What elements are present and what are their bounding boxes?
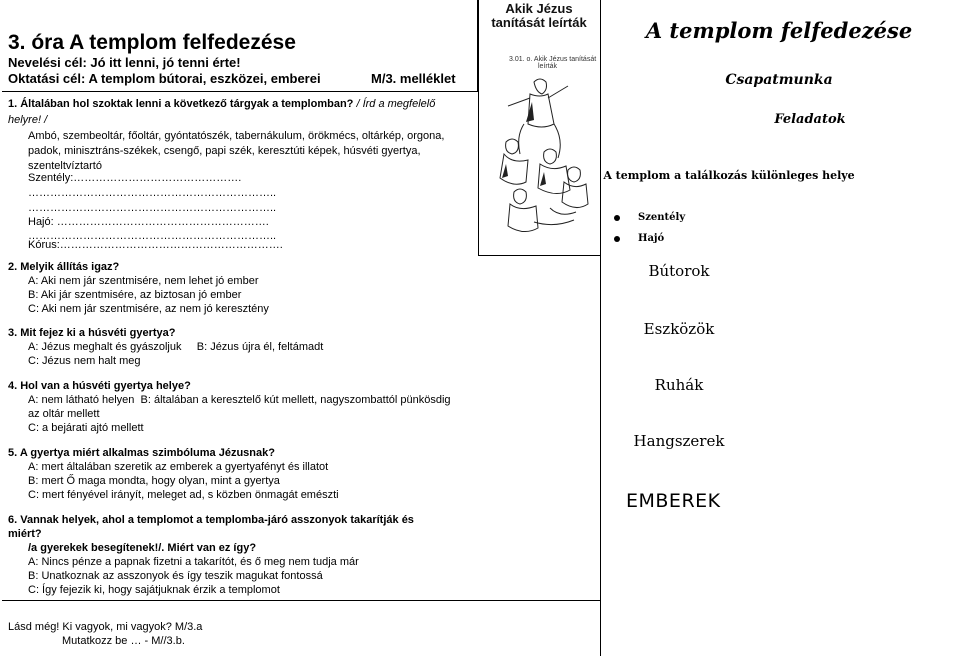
question-1-heading: 1. Általában hol szoktak lenni a következő tárgyak a templomban? / Írd a megfelelő: [8, 98, 436, 110]
question-6-heading-cont: miért?: [8, 528, 42, 540]
fill-line: …………………………………………………………..: [28, 187, 277, 199]
question-2-option-c: C: Aki nem jár szentmisére, az nem jó keresztény: [28, 303, 269, 315]
category-instruments: Hangszerek: [633, 432, 725, 450]
bullet-item-nave: Hajó: [614, 233, 664, 244]
question-2-heading: 2. Melyik állítás igaz?: [8, 261, 120, 273]
question-4-options-ab: A: nem látható helyen B: általában a keresztelő kút mellett, nagyszombattól pünkösdig: [28, 394, 451, 406]
question-5-option-a: A: mert általában szeretik az emberek a gyertyafényt és illatot: [28, 461, 329, 473]
see-also-note: Lásd még! Ki vagyok, mi vagyok? M/3.a: [8, 621, 203, 633]
tasks-label: Feladatok: [774, 112, 846, 127]
category-people: EMBEREK: [626, 490, 721, 512]
teaching-goal: Oktatási cél: A templom bútorai, eszközei, emberei: [8, 71, 321, 86]
question-6-option-b: B: Unatkoznak az asszonyok és így teszik magukat fontossá: [28, 570, 323, 582]
question-2-option-a: A: Aki nem jár szentmisére, nem lehet jó ember: [28, 275, 259, 287]
fill-line: …………………………………………………………..: [28, 202, 277, 214]
jesus-teaching-illustration: [494, 72, 594, 247]
middle-panel-reference: 3.01. o. Akik Jézus tanítását: [509, 56, 597, 63]
question-1-item-list: Ambó, szembeoltár, főoltár, gyóntatószék, tabernákulum, örökmécs, oltárkép, orgona, padok, minisztráns-székek, csengő, papi szék, keresztúti képek, húsvéti gyertya, szenteltvíztartó: [28, 130, 445, 172]
question-3-options-ab: A: Jézus meghalt és gyászoljuk B: Jézus újra él, feltámadt: [28, 341, 324, 353]
category-clothes: Ruhák: [654, 376, 704, 394]
question-3-option-c: C: Jézus nem halt meg: [28, 355, 141, 367]
fill-line-sanctuary: Szentély:……………………………………….: [28, 172, 242, 184]
question-1-instruction-cont: helyre! /: [8, 114, 48, 126]
question-4-heading: 4. Hol van a húsvéti gyertya helye?: [8, 380, 191, 392]
meeting-place-heading: A templom a találkozás különleges helye: [603, 169, 855, 182]
page-title: 3. óra A templom felfedezése: [8, 31, 296, 54]
educational-goal: Nevelési cél: Jó itt lenni, jó tenni érte!: [8, 55, 241, 70]
annex-label: M/3. melléklet: [371, 71, 456, 86]
question-6-heading: 6. Vannak helyek, ahol a templomot a templomba-járó asszonyok takarítják és: [8, 514, 414, 526]
bullet-icon: [614, 215, 620, 221]
fill-line: …………………………………………………………..: [28, 230, 277, 242]
middle-panel-reference-cont: leírták: [538, 63, 558, 70]
category-furniture: Bútorok: [648, 262, 710, 280]
category-tools: Eszközök: [643, 320, 715, 338]
right-panel-title: A templom felfedezése: [645, 18, 913, 43]
question-2-option-b: B: Aki jár szentmisére, az biztosan jó ember: [28, 289, 242, 301]
fill-line-nave: Hajó: ………………………………………………….: [28, 216, 269, 228]
question-4-option-b-cont: az oltár mellett: [28, 408, 100, 420]
introduce-yourself-note: Mutatkozz be … - M//3.b.: [62, 635, 185, 647]
fill-line-choir: Kórus:…………………………………………………….: [28, 239, 283, 251]
question-1-instruction: / Írd a megfelelő: [356, 98, 436, 110]
question-6-option-a: A: Nincs pénze a papnak fizetni a takarítót, és ő meg nem tudja már: [28, 556, 359, 568]
question-5-heading: 5. A gyertya miért alkalmas szimbóluma Jézusnak?: [8, 447, 275, 459]
bullet-icon: [614, 236, 620, 242]
middle-panel-title: Akik Jézus tanítását leírták: [491, 1, 587, 30]
question-5-option-b: B: mert Ő maga mondta, hogy olyan, mint a gyertya: [28, 475, 280, 487]
bullet-item-sanctuary: Szentély: [614, 212, 685, 223]
question-3-heading: 3. Mit fejez ki a húsvéti gyertya?: [8, 327, 176, 339]
question-4-option-c: C: a bejárati ajtó mellett: [28, 422, 144, 434]
team-work-label: Csapatmunka: [725, 72, 833, 88]
question-5-option-c: C: mert fényével irányít, meleget ad, s közben önmagát emészti: [28, 489, 339, 501]
question-6-option-c: C: Így fejezik ki, hogy sajátjuknak érzik a templomot: [28, 584, 280, 596]
question-6-subheading: /a gyerekek besegítenek!/. Miért van ez így?: [28, 542, 257, 554]
